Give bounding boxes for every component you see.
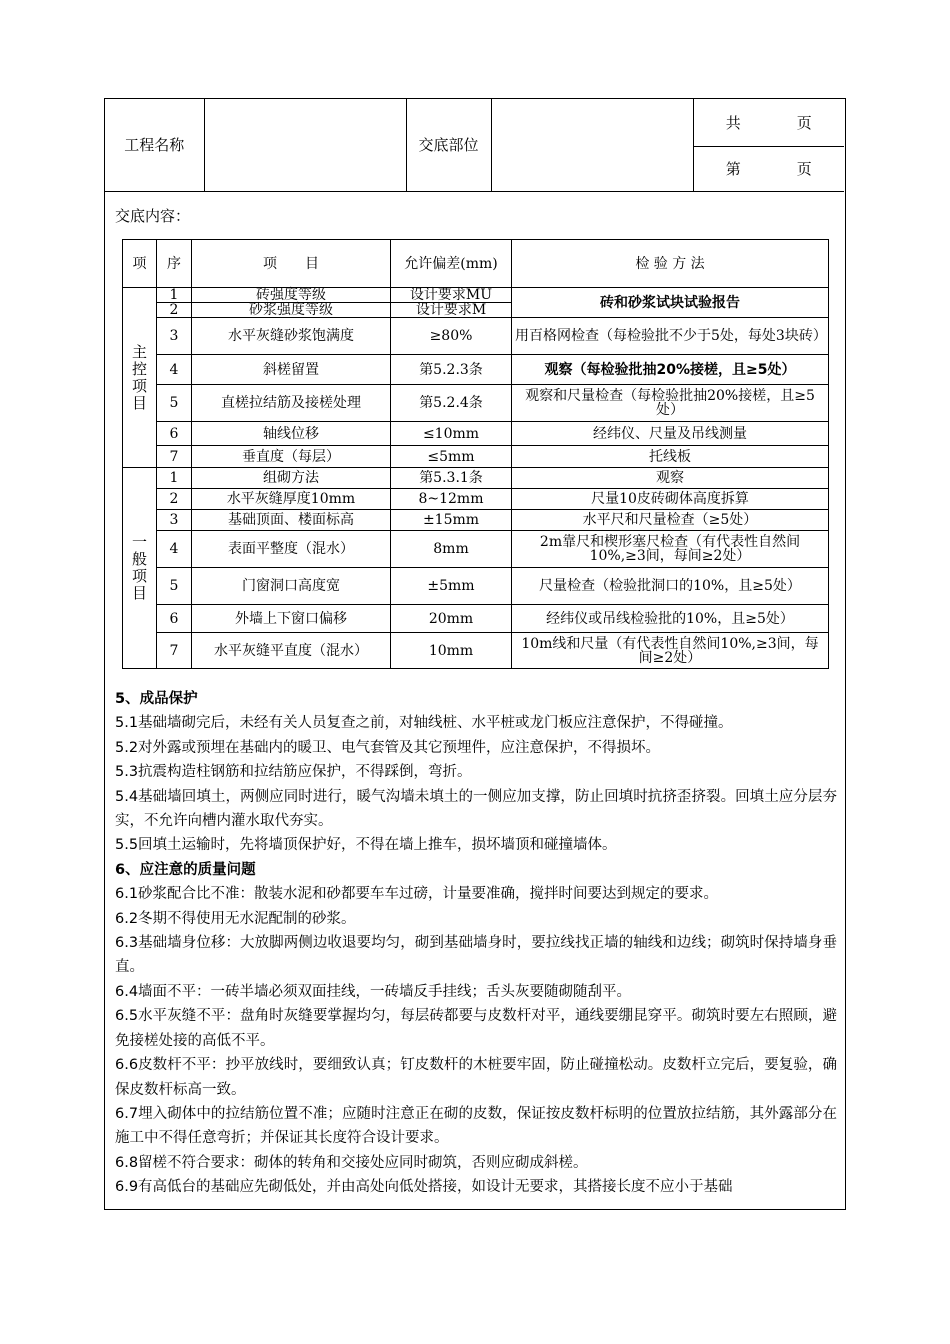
row-tolerance: 设计要求MU bbox=[391, 288, 512, 303]
row-item: 直槎拉结筋及接槎处理 bbox=[192, 385, 391, 422]
paragraph-6-3: 6.3基础墙身位移：大放脚两侧边收退要均匀，砌到基础墙身时，要拉线找正墙的轴线和边线；砌筑时保持墙身垂直。 bbox=[115, 935, 837, 976]
paragraph-5-4: 5.4基础墙回填土，两侧应同时进行，暖气沟墙未填土的一侧应加支撑，防止回填时抗挤歪挤裂。回填土应分层夯实，不允许向槽内灌水取代夯实。 bbox=[115, 788, 837, 830]
project-name-label: 工程名称 bbox=[105, 99, 204, 191]
row-method: 水平尺和尺量检查（≥5处） bbox=[512, 510, 829, 531]
header-seq: 序 bbox=[157, 240, 192, 288]
row-seq: 4 bbox=[157, 355, 192, 385]
row-seq: 3 bbox=[157, 318, 192, 355]
row-seq: 2 bbox=[157, 489, 192, 510]
total-suffix: 页 bbox=[796, 113, 812, 132]
position-label: 交底部位 bbox=[406, 99, 491, 191]
row-item: 斜槎留置 bbox=[192, 355, 391, 385]
document-frame bbox=[104, 98, 846, 1210]
table-row bbox=[123, 633, 829, 669]
row-item: 表面平整度（混水） bbox=[192, 531, 391, 568]
row-seq: 6 bbox=[157, 605, 192, 633]
row-method: 10m线和尺量（有代表性自然间10%,≥3间，每间≥2处） bbox=[512, 633, 829, 669]
table-row bbox=[123, 489, 829, 510]
row-seq: 4 bbox=[157, 531, 192, 568]
paragraph-6-5: 6.5水平灰缝不平：盘角时灰缝要掌握均匀，每层砖都要与皮数杆对平，通线要绷昆穿平。砌筑时要左右照顾，避免接槎处接的高低不平。 bbox=[115, 1008, 837, 1049]
row-tolerance: 第5.2.4条 bbox=[391, 385, 512, 422]
row-item: 水平灰缝平直度（混水） bbox=[192, 633, 391, 669]
row-seq: 1 bbox=[157, 288, 192, 303]
header-method: 检 验 方 法 bbox=[512, 240, 829, 288]
row-tolerance: ≤5mm bbox=[391, 446, 512, 468]
paragraph-5-5: 5.5回填土运输时，先将墙顶保护好，不得在墙上推车，损坏墙顶和碰撞墙体。 bbox=[115, 837, 617, 854]
row-item: 组砌方法 bbox=[192, 468, 391, 489]
paragraph-6-9: 6.9有高低台的基础应先砌低处，并由高处向低处搭接，如设计无要求，其搭接长度不应小于基础 bbox=[115, 1179, 733, 1196]
total-pages-cell bbox=[693, 99, 844, 146]
row-item: 轴线位移 bbox=[192, 422, 391, 446]
table-row bbox=[123, 446, 829, 468]
page-suffix: 页 bbox=[796, 160, 812, 178]
table-row bbox=[123, 385, 829, 422]
table-row bbox=[123, 510, 829, 531]
row-tolerance: ±15mm bbox=[391, 510, 512, 531]
row-seq: 2 bbox=[157, 303, 192, 318]
paragraph-6-8: 6.8留槎不符合要求：砌体的转角和交接处应同时砌筑，否则应砌成斜槎。 bbox=[115, 1154, 588, 1171]
row-item: 砖强度等级 bbox=[192, 288, 391, 303]
row-item: 砂浆强度等级 bbox=[192, 303, 391, 318]
paragraph-5-1: 5.1基础墙砌完后，未经有关人员复查之前，对轴线桩、水平桩或龙门板应注意保护，不得碰撞。 bbox=[115, 715, 733, 732]
row-item: 门窗洞口高度宽 bbox=[192, 568, 391, 605]
row-item: 水平灰缝厚度10mm bbox=[192, 489, 391, 510]
row-tolerance: 第5.2.3条 bbox=[391, 355, 512, 385]
table-row bbox=[123, 422, 829, 446]
table-row bbox=[123, 605, 829, 633]
row-tolerance: ≤10mm bbox=[391, 422, 512, 446]
row-method: 尺量检查（检验批洞口的10%，且≥5处） bbox=[512, 568, 829, 605]
table-row bbox=[123, 318, 829, 355]
row-seq: 7 bbox=[157, 633, 192, 669]
row-method: 观察 bbox=[512, 468, 829, 489]
inspection-table bbox=[122, 239, 829, 669]
row-seq: 5 bbox=[157, 568, 192, 605]
table-row bbox=[123, 355, 829, 385]
row-method: 砖和砂浆试块试验报告 bbox=[512, 288, 829, 318]
table-row bbox=[123, 288, 829, 303]
row-method: 经纬仪、尺量及吊线测量 bbox=[512, 422, 829, 446]
row-method: 用百格网检查（每检验批不少于5处，每处3块砖） bbox=[512, 318, 829, 355]
header-tolerance: 允许偏差(mm) bbox=[391, 240, 512, 288]
position-value[interactable] bbox=[491, 99, 693, 191]
page-prefix: 第 bbox=[725, 160, 741, 178]
main-category-label: 主控项目 bbox=[123, 288, 157, 468]
row-method: 经纬仪或吊线检验批的10%，且≥5处） bbox=[512, 605, 829, 633]
row-tolerance: 20mm bbox=[391, 605, 512, 633]
row-seq: 3 bbox=[157, 510, 192, 531]
paragraph-6-2: 6.2冬期不得使用无水泥配制的砂浆。 bbox=[115, 910, 356, 927]
table-row bbox=[123, 568, 829, 605]
table-row bbox=[123, 468, 829, 489]
row-item: 水平灰缝砂浆饱满度 bbox=[192, 318, 391, 355]
table-header-row bbox=[123, 240, 829, 288]
page-number-cell bbox=[693, 146, 844, 191]
section-5-title: 5、成品保护 bbox=[115, 691, 198, 707]
row-tolerance: ±5mm bbox=[391, 568, 512, 605]
row-method: 尺量10皮砖砌体高度拆算 bbox=[512, 489, 829, 510]
row-tolerance: ≥80% bbox=[391, 318, 512, 355]
row-seq: 7 bbox=[157, 446, 192, 468]
row-seq: 1 bbox=[157, 468, 192, 489]
paragraph-6-4: 6.4墙面不平：一砖半墙必须双面挂线，一砖墙反手挂线；舌头灰要随砌随刮平。 bbox=[115, 983, 632, 1000]
row-tolerance: 第5.3.1条 bbox=[391, 468, 512, 489]
intro-label: 交底内容： bbox=[115, 207, 191, 225]
row-item: 外墙上下窗口偏移 bbox=[192, 605, 391, 633]
row-method: 观察（每检验批抽20%接槎，且≥5处） bbox=[512, 355, 829, 385]
row-tolerance: 8~12mm bbox=[391, 489, 512, 510]
paragraph-5-3: 5.3抗震构造柱钢筋和拉结筋应保护，不得踩倒，弯折。 bbox=[115, 764, 472, 781]
row-tolerance: 10mm bbox=[391, 633, 512, 669]
project-name-value[interactable] bbox=[204, 99, 406, 191]
row-method: 托线板 bbox=[512, 446, 829, 468]
total-prefix: 共 bbox=[725, 113, 741, 132]
row-seq: 5 bbox=[157, 385, 192, 422]
table-row bbox=[123, 531, 829, 568]
paragraph-6-6: 6.6皮数杆不平：抄平放线时，要细致认真；钉皮数杆的木桩要牢固，防止碰撞松动。皮数杆立完后，要复验，确保皮数杆标高一致。 bbox=[115, 1057, 837, 1098]
header-item: 项 目 bbox=[192, 240, 391, 288]
section-6-title: 6、应注意的质量问题 bbox=[115, 861, 256, 878]
paragraph-6-1: 6.1砂浆配合比不准：散装水泥和砂都要车车过磅，计量要准确，搅拌时间要达到规定的要求。 bbox=[115, 886, 719, 903]
header-category: 项 bbox=[123, 240, 157, 288]
paragraph-6-7: 6.7埋入砌体中的拉结筋位置不准；应随时注意正在砌的皮数，保证按皮数杆标明的位置放拉结筋，其外露部分在施工中不得任意弯折；并保证其长度符合设计要求。 bbox=[115, 1105, 837, 1147]
general-category-label: 一般项目 bbox=[123, 468, 157, 669]
row-item: 垂直度（每层） bbox=[192, 446, 391, 468]
row-item: 基础顶面、楼面标高 bbox=[192, 510, 391, 531]
row-seq: 6 bbox=[157, 422, 192, 446]
row-method: 2m靠尺和楔形塞尺检查（有代表性自然间10%,≥3间，每间≥2处） bbox=[512, 531, 829, 568]
paragraph-5-2: 5.2对外露或预埋在基础内的暖卫、电气套管及其它预埋件，应注意保护，不得损坏。 bbox=[115, 739, 661, 756]
row-tolerance: 设计要求M bbox=[391, 303, 512, 318]
body-text bbox=[115, 687, 837, 1200]
row-method: 观察和尺量检查（每检验批抽20%接槎，且≥5处） bbox=[512, 385, 829, 422]
row-tolerance: 8mm bbox=[391, 531, 512, 568]
header-table bbox=[105, 99, 844, 192]
